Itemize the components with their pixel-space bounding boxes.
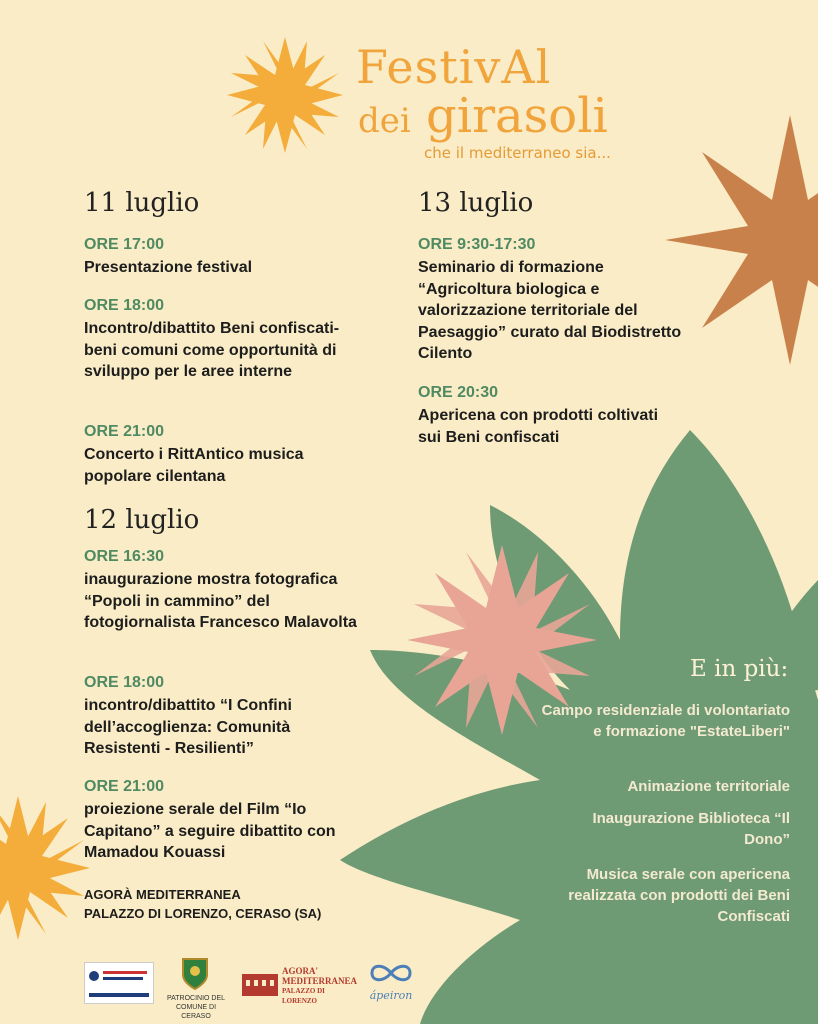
festival-tagline: che il mediterraneo sia...: [424, 144, 611, 162]
festival-title-line1: FestivAl: [356, 40, 552, 94]
extras-item: Campo residenziale di volontariato e formazione "EstateLiberi": [541, 702, 790, 740]
day-11-heading: 11 luglio: [84, 188, 200, 218]
event-time: ORE 20:30: [418, 384, 499, 401]
event-description: Incontro/dibattito Beni confiscati-beni comuni come opportunità di sviluppo per le aree interne: [84, 320, 340, 380]
apeiron-label: ápeiron: [369, 989, 413, 1002]
comune-caption-line2: COMUNE DI CERASO: [175, 1004, 217, 1020]
event-time: ORE 21:00: [84, 778, 165, 795]
venue-info: [84, 885, 321, 923]
venue-line2: PALAZZO DI LORENZO, CERASO (SA): [84, 906, 322, 921]
day-12-heading: 12 luglio: [84, 505, 200, 535]
venue-line1: AGORÀ MEDITERRANEA: [84, 887, 241, 902]
infinity-icon: [366, 962, 416, 984]
sistema-accoglienza-logo: [84, 962, 154, 1004]
event-time: ORE 16:30: [84, 548, 165, 565]
comune-caption: [166, 994, 226, 1021]
event-time: ORE 21:00: [84, 423, 165, 440]
event-description: Concerto i RittAntico musica popolare cilentana: [84, 446, 304, 485]
agora-mediterranea-logo: [240, 966, 360, 1005]
event-description: proiezione serale del Film “Io Capitano” a seguire dibattito con Mamadou Kouassi: [84, 801, 336, 861]
extras-title: E in più:: [690, 656, 789, 682]
event-description: Presentazione festival: [84, 259, 253, 276]
agora-line2: MEDITERRANEA: [282, 976, 358, 986]
festival-title-line2: [358, 88, 608, 144]
comune-ceraso-crest-icon: [180, 955, 210, 991]
event-description: incontro/dibattito “I Confini dell’accoglienza: Comunità Resistenti - Resilienti”: [84, 697, 292, 757]
event-time: ORE 9:30-17:30: [418, 236, 536, 253]
festival-title-girasoli: girasoli: [426, 88, 608, 144]
event-time: ORE 18:00: [84, 297, 165, 314]
event-time: ORE 17:00: [84, 236, 165, 253]
extras-item: Musica serale con apericena realizzata con prodotti dei Beni Confiscati: [568, 866, 790, 925]
festival-title-dei: dei: [358, 101, 411, 141]
extras-item: Inaugurazione Biblioteca “Il Dono”: [592, 810, 790, 848]
palazzo-icon: [240, 968, 280, 998]
day-13-heading: 13 luglio: [418, 188, 534, 218]
event-description: inaugurazione mostra fotografica “Popoli in cammino” del fotogiornalista Francesco Malavolta: [84, 571, 357, 631]
agora-line3: PALAZZO DI LORENZO: [282, 987, 325, 1005]
event-time: ORE 18:00: [84, 674, 165, 691]
extras-item: Animazione territoriale: [627, 778, 790, 795]
event-description: Seminario di formazione “Agricoltura biologica e valorizzazione territoriale del Paesaggio” curato dal Biodistretto Cilento: [418, 259, 682, 362]
agora-line1: AGORA': [282, 966, 318, 976]
comune-caption-line1: PATROCINIO DEL: [166, 995, 226, 1002]
apeiron-logo: [366, 962, 422, 1002]
event-description: Apericena con prodotti coltivati sui Beni confiscati: [418, 407, 659, 446]
